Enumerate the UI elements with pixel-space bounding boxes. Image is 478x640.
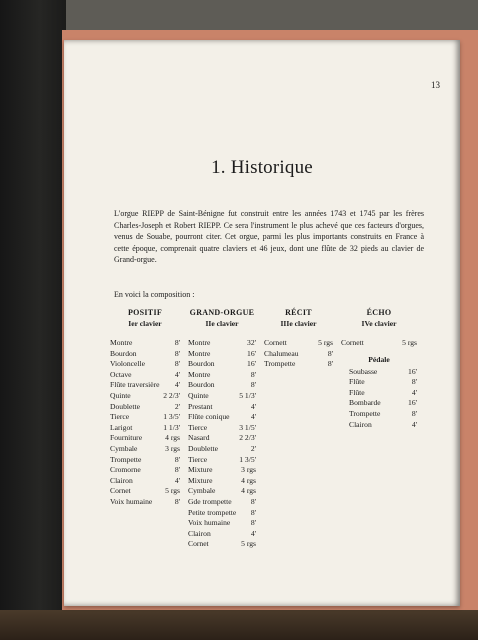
stop-row — [188, 455, 256, 466]
stop-row — [188, 444, 256, 455]
stop-name: Montre — [188, 338, 211, 347]
stop-name: Cornet — [110, 486, 131, 496]
stop-name: Doublette — [110, 401, 140, 411]
stop-pitch: 16' — [408, 398, 417, 408]
stop-name: Tierce — [188, 422, 208, 432]
stop-name: Fourniture — [110, 433, 143, 443]
stop-pitch: 8' — [250, 380, 256, 390]
stop-name: Chalumeau — [264, 348, 299, 358]
stop-name: Bourdon — [188, 359, 215, 369]
stop-name: Flûte — [349, 387, 365, 397]
stop-name: Violoncelle — [110, 359, 145, 369]
stop-row — [110, 476, 180, 487]
stop-name: Quinte — [110, 390, 131, 400]
stop-pitch: 2' — [174, 401, 180, 411]
stop-row — [110, 486, 180, 497]
stop-pitch: 1 3/5' — [239, 454, 256, 464]
stop-row — [188, 486, 256, 497]
stop-list — [264, 338, 333, 370]
stop-pitch: 8' — [174, 338, 180, 347]
stop-row — [110, 380, 180, 391]
stop-row — [188, 518, 256, 529]
stop-name: Cymbale — [110, 443, 138, 453]
stop-pitch: 4' — [411, 419, 417, 429]
stop-row — [188, 476, 256, 487]
stop-row — [110, 423, 180, 434]
column-echo — [341, 308, 417, 430]
stop-row — [349, 367, 417, 378]
stop-name: Clairon — [349, 419, 372, 429]
stop-name: Trompette — [349, 408, 381, 418]
stop-name: Flûte traversière — [110, 380, 160, 390]
stop-name: Trompette — [110, 454, 142, 464]
stop-name: Montre — [110, 338, 133, 347]
stop-row — [188, 539, 256, 550]
stop-pitch: 8' — [327, 348, 333, 358]
stop-pitch: 5 rgs — [241, 539, 256, 549]
stop-name: Tierce — [110, 412, 130, 422]
column-subtitle: IVe clavier — [361, 319, 397, 328]
page-title: 1. Historique — [211, 157, 313, 178]
stop-name: Bombarde — [349, 398, 381, 408]
stop-row — [188, 349, 256, 360]
stop-name: Gde trompette — [188, 496, 232, 506]
stop-name: Soubasse — [349, 366, 378, 376]
stop-pitch: 8' — [174, 496, 180, 506]
page-number: 13 — [431, 80, 440, 90]
stop-name: Cornett — [341, 338, 364, 347]
stop-name: Cymbale — [188, 486, 216, 496]
column-title: ÉCHO — [366, 308, 392, 317]
stop-pitch: 3 rgs — [241, 465, 256, 475]
stop-row — [349, 420, 417, 431]
stop-pitch: 1 3/5' — [163, 412, 180, 422]
stop-pitch: 4' — [250, 412, 256, 422]
stop-name: Montre — [188, 369, 211, 379]
stop-pitch: 8' — [250, 507, 256, 517]
stop-row — [110, 338, 180, 349]
stop-row — [188, 370, 256, 381]
stop-row — [110, 444, 180, 455]
stop-row — [110, 359, 180, 370]
stop-row — [264, 349, 333, 360]
stop-row — [188, 380, 256, 391]
column-title: POSITIF — [127, 308, 163, 317]
stop-pitch: 4' — [250, 528, 256, 538]
stop-pitch: 16' — [408, 366, 417, 376]
stop-name: Voix humaine — [188, 518, 231, 528]
stop-pitch: 2 2/3' — [239, 433, 256, 443]
stop-name: Clairon — [188, 528, 211, 538]
stop-row — [110, 455, 180, 466]
stop-row — [110, 370, 180, 381]
stop-pitch: 2 2/3' — [163, 390, 180, 400]
column-subtitle: IIe clavier — [205, 319, 239, 328]
stop-row — [264, 359, 333, 370]
stop-row — [264, 338, 333, 349]
stop-name: Montre — [188, 348, 211, 358]
stop-pitch: 8' — [174, 359, 180, 369]
stop-name: Bourdon — [110, 348, 137, 358]
stop-name: Flûte conique — [188, 412, 230, 422]
stop-name: Mixture — [188, 475, 213, 485]
stop-pitch: 3 1/5' — [239, 422, 256, 432]
stop-name: Petite trompette — [188, 507, 237, 517]
stop-pitch: 4' — [411, 387, 417, 397]
stop-name: Larigot — [110, 422, 133, 432]
stop-name: Cornett — [264, 338, 287, 347]
stop-row — [188, 529, 256, 540]
stop-row — [188, 465, 256, 476]
stop-list — [341, 338, 417, 349]
column-title: GRAND-ORGUE — [189, 308, 255, 317]
stop-row — [188, 412, 256, 423]
stop-name: Quinte — [188, 390, 209, 400]
stop-row — [188, 508, 256, 519]
stop-pitch: 8' — [250, 369, 256, 379]
stop-name: Nasard — [188, 433, 210, 443]
intro-paragraph: L'orgue RIEPP de Saint-Bénigne fut construit entre les années 1743 et 1745 par les frères Charles-Joseph et Robert RIEPP. Ce sera l'instrument le plus achevé que ces facteurs d'orgues, venus de Souabe, pourront citer. Cet orgue, parmi les plus importants construits en France à cette époque, comprenait quatre claviers et 46 jeux, dont une flûte de 32 pieds au clavier de Grand-orgue. — [114, 209, 424, 265]
stop-pitch: 16' — [247, 348, 256, 358]
stop-name: Mixture — [188, 465, 213, 475]
stop-pitch: 8' — [411, 377, 417, 387]
stop-row — [110, 391, 180, 402]
stop-row — [188, 433, 256, 444]
stop-list — [188, 338, 256, 550]
stop-row — [341, 338, 417, 349]
stop-name: Trompette — [264, 359, 296, 369]
stop-row — [110, 433, 180, 444]
column-subtitle: Ier clavier — [128, 319, 162, 328]
stop-pitch: 1 1/3' — [163, 422, 180, 432]
stop-row — [110, 349, 180, 360]
pedal-list — [341, 367, 417, 431]
stop-name: Cornet — [188, 539, 209, 549]
stop-pitch: 4' — [174, 380, 180, 390]
stop-pitch: 8' — [174, 348, 180, 358]
stop-pitch: 8' — [411, 408, 417, 418]
stop-pitch: 5 rgs — [402, 338, 417, 347]
stop-pitch: 8' — [327, 359, 333, 369]
book-cover-left — [0, 0, 66, 640]
stop-row — [110, 465, 180, 476]
column-title: RÉCIT — [285, 308, 312, 317]
stop-row — [188, 402, 256, 413]
column-positif — [110, 308, 180, 508]
stop-row — [110, 412, 180, 423]
stop-pitch: 8' — [174, 454, 180, 464]
stop-name: Octave — [110, 369, 132, 379]
stop-pitch: 4 rgs — [241, 475, 256, 485]
stop-row — [110, 402, 180, 413]
stop-pitch: 4 rgs — [165, 433, 180, 443]
stop-row — [188, 497, 256, 508]
stop-row — [349, 398, 417, 409]
stop-list — [110, 338, 180, 508]
stop-row — [188, 423, 256, 434]
stop-pitch: 5 rgs — [318, 338, 333, 347]
stop-name: Tierce — [188, 454, 208, 464]
composition-label: En voici la composition : — [114, 290, 195, 299]
stop-row — [188, 391, 256, 402]
stop-name: Cromorne — [110, 465, 141, 475]
stop-row — [349, 409, 417, 420]
stop-name: Doublette — [188, 443, 218, 453]
stop-pitch: 4' — [174, 475, 180, 485]
column-recit — [264, 308, 333, 370]
stop-pitch: 16' — [247, 359, 256, 369]
stop-row — [110, 497, 180, 508]
stop-name: Voix humaine — [110, 496, 153, 506]
stop-pitch: 8' — [250, 518, 256, 528]
stop-row — [349, 377, 417, 388]
stop-row — [188, 359, 256, 370]
stop-pitch: 8' — [174, 465, 180, 475]
stop-pitch: 4' — [250, 401, 256, 411]
pedal-title: Pédale — [368, 354, 390, 364]
stop-pitch: 5 rgs — [165, 486, 180, 496]
book-page — [64, 40, 460, 606]
stop-row — [349, 388, 417, 399]
table-surface — [0, 610, 478, 640]
stop-pitch: 5 1/3' — [239, 390, 256, 400]
stop-pitch: 4 rgs — [241, 486, 256, 496]
stop-name: Flûte — [349, 377, 365, 387]
stop-name: Prestant — [188, 401, 213, 411]
stop-pitch: 4' — [174, 369, 180, 379]
stop-name: Clairon — [110, 475, 133, 485]
stop-row — [188, 338, 256, 349]
column-grand-orgue — [188, 308, 256, 550]
stop-pitch: 2' — [250, 443, 256, 453]
stop-pitch: 3 rgs — [165, 443, 180, 453]
column-subtitle: IIIe clavier — [280, 319, 317, 328]
stop-pitch: 32' — [247, 338, 256, 347]
stop-name: Bourdon — [188, 380, 215, 390]
stop-pitch: 8' — [250, 496, 256, 506]
